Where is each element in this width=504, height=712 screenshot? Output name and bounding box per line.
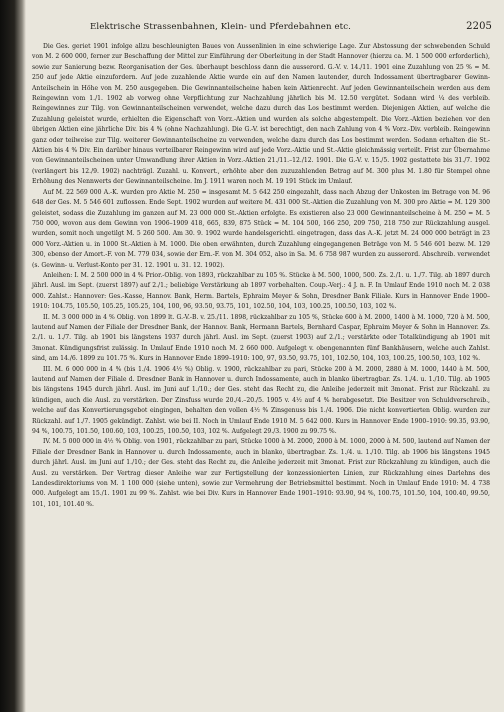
document-page [30,0,500,712]
book-spine-shadow [0,0,26,712]
paragraph-anleihe-ii: II. M. 3 000 000 in 4 % Oblig. von 1899 lt. G.-V.-B. v. 25./11. 1898, rückzahlbar zu 105 %, Stücke 600 à M. 2000, 1400 à M. 1000, 720 à M. 500, lautend auf Namen der Filiale der Dresdner Bank, der Hannov. Bank, Hermann Bartels, Bernhard Caspar, Ephraim Meyer & Sohn in Hannover. Zs. 2./1. u. 1./7. Tilg. ab 1901 bis längstens 1937 durch jährl. Ausl. im Sept. (zuerst 1903) auf 2./1.; verstärkte oder Totalkündigung ab 1901 mit 3monat. Kündigungsfrist zulässig. In Umlauf Ende 1910 noch M. 2 660 000. Aufgelegt v. obengenannten fünf Bankhäusern, welche auch Zahlst. sind, am 14./6. 1899 zu 101.75 %. Kurs in Hannover Ende 1899–1910: 100, 97, 93.50, 93.75, 101, 102.50, 104, 103, 100.25, 100.50, 103, 102 %. [32,313,490,363]
page-number: 2205 [466,21,492,32]
body-text [32,42,490,510]
running-title: Elektrische Strassenbahnen, Klein- und Pferdebahnen etc. [90,22,351,32]
paragraph-anleihe-iii: III. M. 6 000 000 in 4 % (bis 1./4. 1906 4½ %) Oblig. v. 1900, rückzahlbar zu pari, Stücke 200 à M. 2000, 2880 à M. 1000, 1440 à M. 500, lautend auf Namen der Filiale d. Dresdner Bank in Hannover u. durch Indossamente, auch in blanko übertragbar. Zs. 1./4. u. 1./10. Tilg. ab 1905 bis längstens 1945 durch jährl. Ausl. im Juni auf 1./10.; der Ges. steht das Recht zu, die Anleihe jederzeit mit 3monat. Frist zur Rückzahl. zu kündigen, auch die Ausl. zu verstärken. Der Zinsfuss wurde 20./4.–20./5. 1905 v. 4½ auf 4 % herabgesetzt. Die Besitzer von Schuldverschreib., welche auf das Konvertierungsgebot eingingen, behalten den vollen 4½ % Zinsgenuss bis 1./4. 1906. Die nicht konvertierten Oblig. wurden zur Rückzahl. auf 1./7. 1905 gekündigt. Zahlst. wie bei II. Noch in Umlauf Ende 1910 M. 5 642 000. Kurs in Hannover Ende 1900–1910: 99.35, 93.90, 94 %, 100.75, 101.50, 100.60, 103, 100.25, 100.50, 103, 102 %. Aufgelegt 29./3. 1900 zu 99.75 %. [32,365,490,436]
paragraph-anleihe-iv: IV. M. 5 000 000 in 4½ % Oblig. von 1901, rückzahlbar zu pari, Stücke 1000 à M. 2000, 2000 à M. 1000, 2000 à M. 500, lautend auf Namen der Filiale der Dresdner Bank in Hannover u. durch Indossamente, auch in blanko, übertragbar. Zs. 1./4. u. 1./10. Tilg. ab 1906 bis längstens 1945 durch jährl. Ausl. im Juni auf 1./10.; der Ges. steht das Recht zu, die Anleihe jederzeit mit 3monat. Frist zur Rückzahlung zu kündigen, auch die Ausl. zu verstärken. Der Vertrag dieser Anleihe war zur Fertigstellung der konzessionierten Linien, zur Rückzahlung eines Darlehns des Landesdirektoriums von M. 1 100 000 (siehe unten), sowie zur Vermehrung der Betriebsmittel bestimmt. Noch in Umlauf Ende 1910: M. 4 738 000. Aufgelegt am 15./1. 1901 zu 99 %. Zahlst. wie bei Div. Kurs in Hannover Ende 1901–1910: 93.90, 94 %, 100.75, 101.50, 104, 100.40, 99.50, 101, 101, 101.40 %. [32,438,490,508]
paragraph-anleihe-i: Anleihen: I. M. 2 500 000 in 4 % Prior.-Oblig. von 1893, rückzahlbar zu 105 %. Stücke à M. 500, 1000, 500. Zs. 2./1. u. 1./7. Tilg. ab 1897 durch jährl. Ausl. im Sept. (zuerst 1897) auf 2./1.; beliebige Verstärkung ab 1897 vorbehalten. Coup.-Verj.: 4 J. n. F. In Umlauf Ende 1910 noch M. 2 038 000. Zahlst.: Hannover: Ges.-Kasse, Hannov. Bank, Herm. Bartels, Ephraim Meyer & Sohn, Dresdner Bank Filiale. Kurs in Hannover Ende 1900–1910: 104.75, 105.50, 105.25, 105.25, 104, 100, 96, 93.50, 93.75, 101, 102.50, 104, 103, 100.25, 100.50, 103, 102 %. [32,271,490,311]
paragraph-zuzahlung: Auf M. 22 569 000 A.-K. wurden pro Aktie M. 250 = insgesamt M. 5 642 250 eingezahlt, dass nach Abzug der Unkosten im Betrage von M. 96 648 der Ges. M. 5 546 601 zuflossen. Ende Sept. 1902 wurden auf weitere M. 431 000 St.-Aktien die Zuzahlung von M. 300 pro Aktie = M. 129 300 geleistet, sodass die Zuzahlung im ganzen auf M. 23 000 000 St.-Aktien erfolgte. Es existieren also 23 000 Gewinnanteilscheine à M. 250 = M. 5 750 000, wovon aus dem Gewinn von 1906–1909 418, 665, 839, 875 Stück = M. 104 500, 166 250, 209 750, 218 750 zur Rückzahlung ausgel. wurden, somit noch ungetilgt M. 5 260 500. Am 30. 9. 1902 wurde handelsgerichtl. eingetragen, dass das A.-K. jetzt M. 24 000 000 beträgt in 23 000 Vorz.-Aktien u. in 1000 St.-Aktien à M. 1000. Die oben erwähnten, durch Zuzahlung eingegangenen Beträge von M. 5 546 601 bezw. M. 129 300, ebenso der Amort.-F. von M. 779 034, sowie der Ern.-F. von M. 304 052, also in Sa. M. 6 758 987 wurden zu ausserord. Abschreib. verwendet (s. Gewinn- u. Verlust-Konto per 31. 12. 1901 u. 31. 12. 1902). [32,188,490,269]
paragraph-gewinnanteilscheine: Die Ges. geriet 1901 infolge allzu beschleunigten Baues von Aussenlinien in eine schwierige Lage. Zur Abstossung der schwebenden Schuld von M. 2 600 000, ferner zur Beschaffung der Mittel zur Einführung der Oberleitung in der Stadt Hannover (hierzu ca. M. 1 500 000 erforderlich), sowie zur Sanierung bezw. Reorganisation der Ges. überhaupt beschloss dann die ausserord. G.-V. v. 14./11. 1901 eine Zuzahlung von 25 % = M. 250 auf jede Aktie einzufordern. Auf jede zuzahlende Aktie wurde ein auf den Namen lautender, durch Indossament übertragbarer Gewinn-Anteilschein in Höhe von M. 250 ausgegeben. Die Gewinnanteilscheine haben kein Aktienrecht. Auf jeden Gewinnanteilschein werden aus dem Reingewinn vom 1./1. 1902 ab vorweg ohne Verpflichtung zur Nachzahlung jährlich bis M. 12.50 vergütet. Sodann wird ¼ des verbleib. Reingewinnes zur Tilg. von Gewinnanteilscheinen verwendet, welche dazu durch das Los bestimmt werden. Diejenigen Aktien, auf welche die Zuzahlung geleistet wurde, erhielten die Eigenschaft von Vorz.-Aktien und wurden als solche abgestempelt. Die Vorz.-Aktien beziehen vor den übrigen Aktien eine jährliche Div. bis 4 % (ohne Nachzahlung). Die G.-V. ist berechtigt, den nach Zahlung von 4 % Vorz.-Div. verbleib. Reingewinn ganz oder teilweise zur Tilg. weiterer Gewinnanteilscheine zu verwenden, welche dazu durch das Los bestimmt werden. Sodann erhalten die St.-Aktien bis 4 % Div. Ein darüber hinaus verteilbarer Reingewinn wird auf jede Vorz.-Aktie und St.-Aktie gleichmässig verteilt. Frist zur Übernahme von Gewinnanteilscheinen unter Umwandlung ihrer Aktien in Vorz.-Aktien 21./11.–12./12. 1901. Die G.-V. v. 15./5. 1902 gestattete bis 31./7. 1902 (verlängert bis 12./9. 1902) nachträgl. Zuzahl. u. Konvert., erhöhte aber den zuzuzahlenden Betrag auf M. 300 plus M. 1.80 für Stempel ohne Erhöhung des Nennwerts der Gewinnanteilscheine. Im J. 1911 waren noch M. 19 191 Stück im Umlauf. [32,43,490,186]
